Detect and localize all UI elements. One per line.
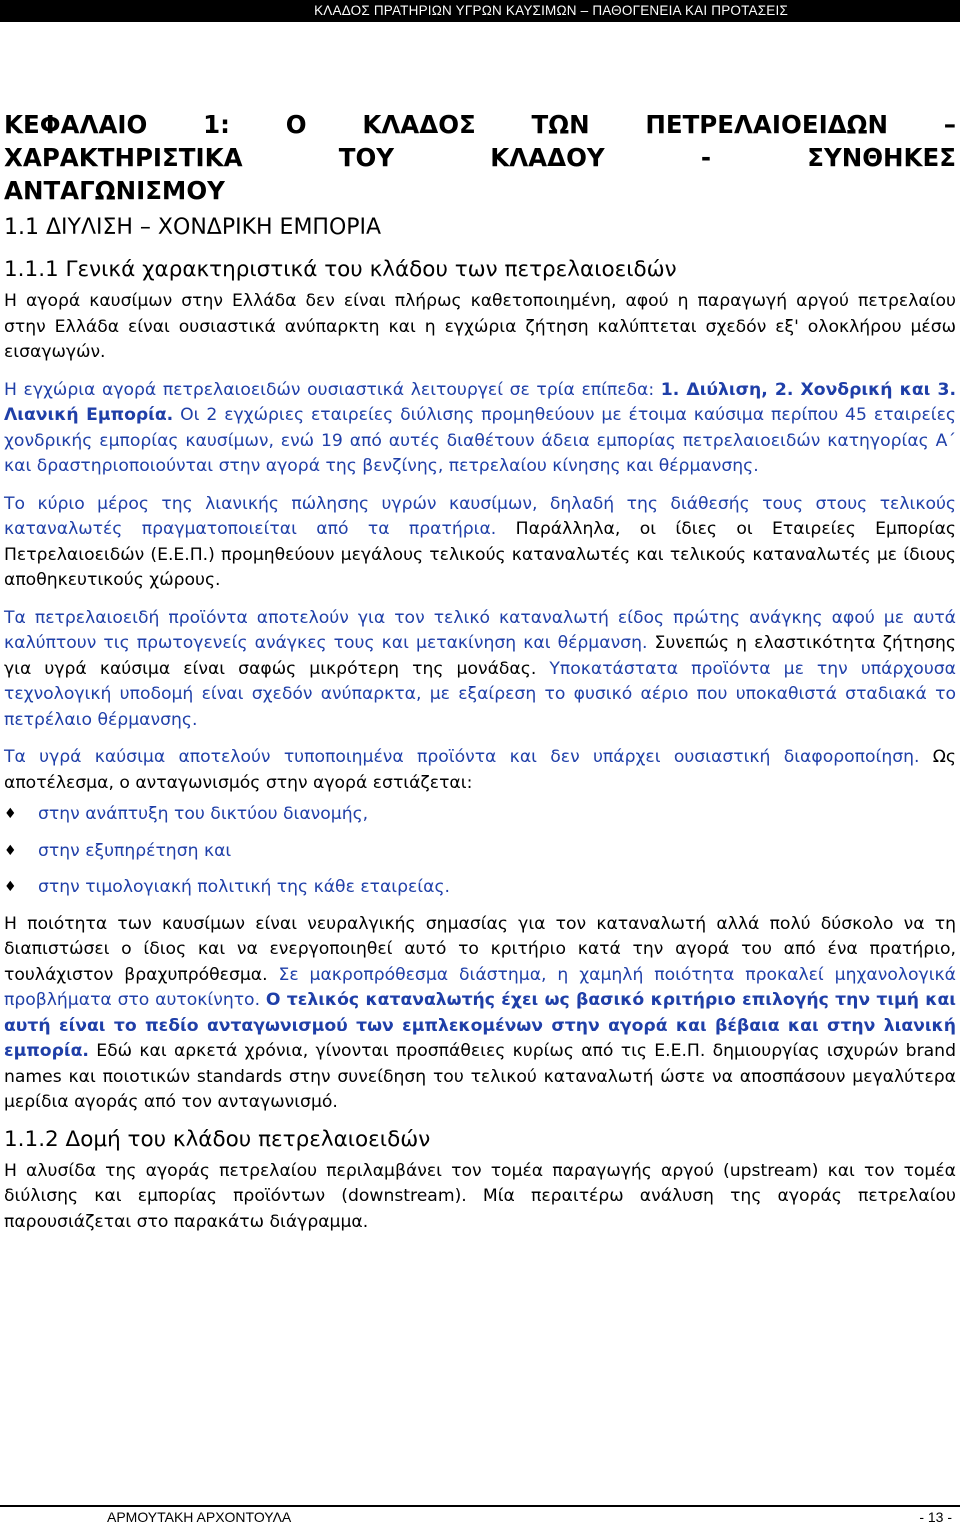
paragraph-4 xyxy=(4,606,956,734)
paragraph-1: Η αγορά καυσίμων στην Ελλάδα δεν είναι πλήρως καθετοποιημένη, αφού η παραγωγή αργού πετρελαίου στην Ελλάδα είναι ουσιαστικά ανύπαρκτη και η εγχώρια ζήτηση καλύπτεται σχεδόν εξ' ολοκλήρου μέσω εισαγωγών. xyxy=(4,291,956,362)
list-item-text: στην εξυπηρέτηση και xyxy=(38,840,232,861)
paragraph-6 xyxy=(4,912,956,1116)
diamond-bullet-icon: ♦ xyxy=(4,879,17,895)
paragraph-6-part-a: Η ποιότητα των καυσίμων είναι νευραλγικής σημασίας για τον καταναλωτή αλλά πολύ δύσκολο να τη διαπιστώσει ο ίδιος και να ενεργοποιηθεί αυτό το κριτήριο κατά την αγορά του από ένα πρατήριο, τουλάχιστον βραχυπρόθεσμα. xyxy=(4,913,956,985)
paragraph-2 xyxy=(4,378,956,480)
footer-divider xyxy=(0,1505,960,1507)
list-item xyxy=(4,802,956,828)
footer-author: ΑΡΜΟΥΤΑΚΗ ΑΡΧΟΝΤΟΥΛΑ xyxy=(107,1509,292,1525)
document-body xyxy=(4,108,956,1235)
paragraph-3-part-a: Το κύριο μέρος της λιανικής πώλησης υγρών καυσίμων, δηλαδή της διάθεσής τους στους τελικούς καταναλωτές πραγματοποιείται από τα πρατήρια. xyxy=(4,493,956,539)
diamond-bullet-icon: ♦ xyxy=(4,806,17,822)
list-item-text: στην ανάπτυξη του δικτύου διανομής, xyxy=(38,804,369,824)
footer-page-number: - 13 - xyxy=(919,1509,952,1525)
list-item xyxy=(4,875,956,901)
paragraph-3-part-b: Παράλληλα, οι ίδιες οι Εταιρείες Εμπορίας Πετρελαιοειδών (Ε.Ε.Π.) προμηθεύουν μεγάλους τελικούς καταναλωτές και τελικούς καταναλωτές με ίδιους αποθηκευτικούς χώρους. xyxy=(4,519,956,590)
paragraph-6-part-b: Σε μακροπρόθεσμα διάστημα, η χαμηλή ποιότητα προκαλεί μηχανολογικά προβλήματα στο αυτοκίνητο. xyxy=(4,964,956,1010)
paragraph-4-part-c: Υποκατάστατα προϊόντα με την υπάρχουσα τεχνολογική υποδομή είναι σχεδόν ανύπαρκτα, με εξαίρεση το φυσικό αέριο που υποκαθιστά σταδιακά το πετρέλαιο θέρμανσης. xyxy=(4,658,956,730)
chapter-title-line-1: ΚΕΦΑΛΑΙΟ 1: Ο ΚΛΑΔΟΣ ΤΩΝ ΠΕΤΡΕΛΑΙΟΕΙΔΩΝ – xyxy=(4,110,956,139)
paragraph-5 xyxy=(4,745,956,796)
paragraph-2-part-a: Η εγχώρια αγορά πετρελαιοειδών ουσιαστικά λειτουργεί σε τρία επίπεδα: xyxy=(4,379,661,400)
paragraph-2-levels: 1. Διύλιση, 2. Χονδρική και 3. Λιανική Εμπορία. xyxy=(4,379,957,425)
paragraph-3 xyxy=(4,492,956,594)
paragraph-5-part-b: Ως αποτέλεσμα, ο ανταγωνισμός στην αγορά εστιάζεται: xyxy=(4,747,957,793)
diamond-bullet-icon: ♦ xyxy=(4,842,17,859)
paragraph-7: Η αλυσίδα της αγοράς πετρελαίου περιλαμβάνει τον τομέα παραγωγής αργού (upstream) και τον τομέα διύλισης και εμπορίας προϊόντων (downstream). Μία περαιτέρω ανάλυση της αγοράς πετρελαίου παρουσιάζεται στο παρακάτω διάγραμμα. xyxy=(4,1160,956,1232)
chapter-title-line-2: ΧΑΡΑΚΤΗΡΙΣΤΙΚΑ ΤΟΥ ΚΛΑΔΟΥ - ΣΥΝΘΗΚΕΣ xyxy=(4,143,956,172)
section-heading-1-1: 1.1 ΔΙΥΛΙΣΗ – ΧΟΝΔΡΙΚΗ ΕΜΠΟΡΙΑ xyxy=(4,215,382,240)
list-item xyxy=(4,839,956,865)
chapter-title-line-3: ΑΝΤΑΓΩΝΙΣΜΟΥ xyxy=(4,176,225,205)
competition-list xyxy=(4,802,956,901)
list-item-text: στην τιμολογιακή πολιτική της κάθε εταιρείας. xyxy=(38,877,451,897)
paragraph-4-part-a: Τα πετρελαιοειδή προϊόντα αποτελούν για τον τελικό καταναλωτή είδος πρώτης ανάγκης αφού με αυτά καλύπτουν τις πρωτογενείς ανάγκες τους και μετακίνηση και θέρμανση. xyxy=(4,607,956,653)
section-heading-1-1-1: 1.1.1 Γενικά χαρακτηριστικά του κλάδου των πετρελαιοειδών xyxy=(4,257,677,282)
running-header-title: ΚΛΑΔΟΣ ΠΡΑΤΗΡΙΩΝ ΥΓΡΩΝ ΚΑΥΣΙΜΩΝ – ΠΑΘΟΓΕΝΕΙΑ ΚΑΙ ΠΡΟΤΑΣΕΙΣ xyxy=(314,3,788,18)
paragraph-4-part-b: Συνεπώς η ελαστικότητα ζήτησης για υγρά καύσιμα είναι σαφώς μικρότερη της μονάδας. xyxy=(4,633,956,679)
paragraph-2-part-c: Οι 2 εγχώριες εταιρείες διύλισης προμηθεύουν με έτοιμα καύσιμα περίπου 45 εταιρείες χονδρικής εμπορίας καυσίμων, ενώ 19 από αυτές διαθέτουν άδεια εμπορίας πετρελαιοειδών κατηγορίας Α΄ και δραστηριοποιούνται στην αγορά της βενζίνης, πετρελαίου κίνησης και θέρμανσης. xyxy=(4,405,956,476)
paragraph-5-part-a: Τα υγρά καύσιμα αποτελούν τυποποιημένα προϊόντα και δεν υπάρχει ουσιαστική διαφοροποίηση. xyxy=(4,747,920,767)
paragraph-6-key-point: Ο τελικός καταναλωτής έχει ως βασικό κριτήριο επιλογής την τιμή και αυτή είναι το πεδίο ανταγωνισμού των εμπλεκομένων στην αγορά και βέβαια και στην λιανική εμπορία. xyxy=(4,990,956,1061)
section-heading-1-1-2: 1.1.2 Δομή του κλάδου πετρελαιοειδών xyxy=(4,1126,431,1152)
running-header xyxy=(0,0,960,22)
paragraph-6-part-d: Εδώ και αρκετά χρόνια, γίνονται προσπάθειες κυρίως από τις Ε.Ε.Π. δημιουργίας ισχυρών brand names και ποιοτικών standards στην συνείδηση του τελικού καταναλωτή ώστε να αποσπάσουν μεγαλύτερα μερίδια αγοράς από τον ανταγωνισμό. xyxy=(4,1041,956,1112)
chapter-title xyxy=(4,108,956,207)
